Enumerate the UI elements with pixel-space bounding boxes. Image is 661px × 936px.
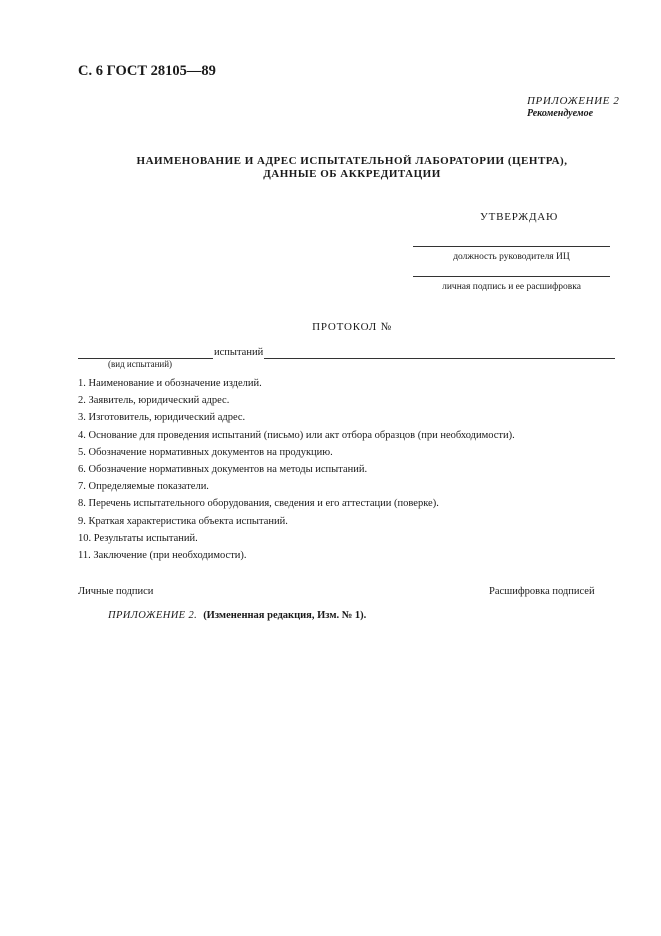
approval-heading: УТВЕРЖДАЮ	[480, 211, 559, 223]
appendix-note: Рекомендуемое	[527, 108, 594, 119]
protocol-items-list	[78, 377, 515, 566]
position-caption: должность руководителя ИЦ	[453, 252, 570, 262]
edition-note	[108, 610, 366, 621]
tests-word: испытаний	[214, 347, 264, 358]
list-item: 5. Обозначение нормативных документов на продукцию.	[78, 446, 333, 458]
list-item: 10. Результаты испытаний.	[78, 532, 198, 544]
edition-note-label: ПРИЛОЖЕНИЕ 2.	[108, 610, 198, 621]
list-item: 2. Заявитель, юридический адрес.	[78, 395, 230, 407]
list-item: 6. Обозначение нормативных документов на методы испытаний.	[78, 463, 368, 475]
list-item: 7. Определяемые показатели.	[78, 481, 209, 493]
document-title-line1: НАИМЕНОВАНИЕ И АДРЕС ИСПЫТАТЕЛЬНОЙ ЛАБОРАТОРИИ (ЦЕНТРА),	[136, 155, 568, 167]
tests-type-caption: (вид испытаний)	[108, 359, 173, 369]
appendix-label: ПРИЛОЖЕНИЕ 2	[527, 95, 620, 107]
list-item: 9. Краткая характеристика объекта испытаний.	[78, 515, 288, 527]
tests-type-row	[78, 345, 615, 359]
protocol-heading: ПРОТОКОЛ №	[312, 321, 392, 333]
tests-type-fill-line	[78, 348, 213, 359]
page-header: С. 6 ГОСТ 28105—89	[78, 63, 216, 79]
position-fill-line	[413, 246, 610, 247]
list-item: 8. Перечень испытательного оборудования, сведения и его аттестации (поверке).	[78, 498, 439, 510]
list-item: 4. Основание для проведения испытаний (письмо) или акт отбора образцов (при необходимости).	[78, 429, 515, 441]
list-item: 1. Наименование и обозначение изделий.	[78, 378, 262, 389]
document-title-line2: ДАННЫЕ ОБ АККРЕДИТАЦИИ	[263, 168, 441, 180]
tests-remainder-fill-line	[264, 348, 615, 359]
signatures-transcript-label: Расшифровка подписей	[489, 586, 595, 597]
edition-note-text: (Измененная редакция, Изм. № 1).	[203, 610, 367, 621]
personal-signatures-label: Личные подписи	[78, 586, 154, 597]
list-item: 11. Заключение (при необходимости).	[78, 549, 247, 561]
signature-caption: личная подпись и ее расшифровка	[442, 282, 581, 292]
signature-fill-line	[413, 276, 610, 277]
list-item: 3. Изготовитель, юридический адрес.	[78, 412, 246, 424]
